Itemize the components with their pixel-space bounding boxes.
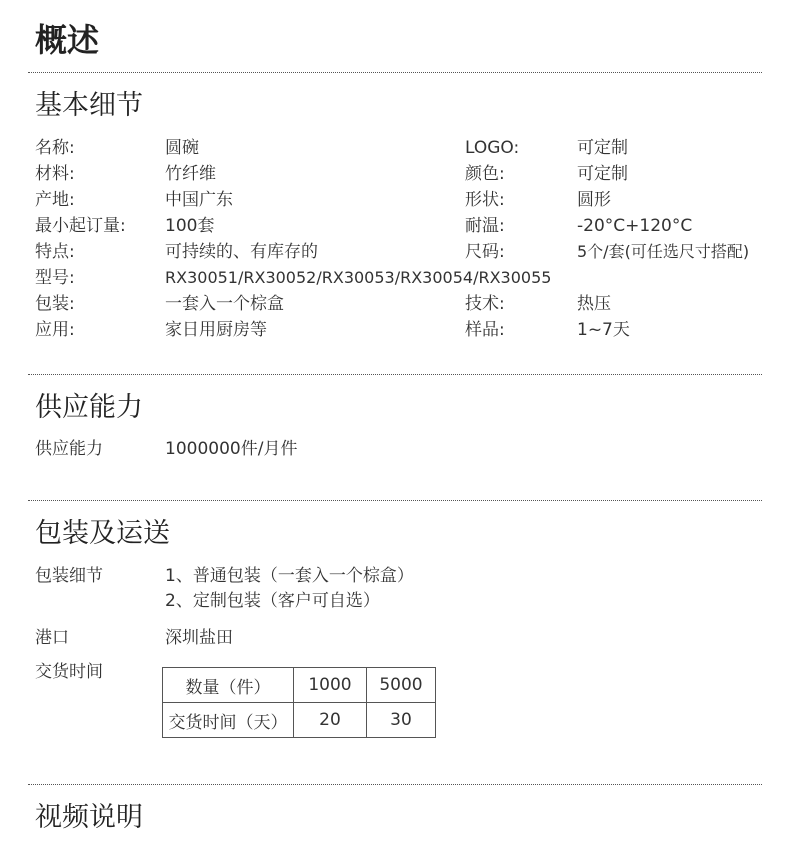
- detail-value: 竹纤维: [165, 164, 216, 184]
- detail-value: 1~7天: [577, 320, 630, 340]
- table-cell: 20: [294, 703, 367, 738]
- detail-value: 一套入一个棕盒: [165, 294, 284, 314]
- port-label: 港口: [35, 628, 69, 648]
- basic-details-title: 基本细节: [35, 90, 143, 121]
- packaging-detail-label: 包装细节: [35, 566, 103, 586]
- table-cell: 30: [367, 703, 436, 738]
- detail-value: RX30051/RX30052/RX30053/RX30054/RX30055: [165, 268, 552, 287]
- detail-value: 可定制: [577, 164, 628, 184]
- divider: [28, 72, 762, 73]
- supply-label: 供应能力: [35, 439, 103, 459]
- detail-label: 材料:: [35, 164, 75, 184]
- detail-value: 热压: [577, 294, 611, 314]
- detail-value: -20°C+120°C: [577, 216, 693, 236]
- divider: [28, 500, 762, 501]
- detail-label: 应用:: [35, 320, 75, 340]
- detail-label: 耐温:: [465, 216, 505, 236]
- packaging-detail-line: 1、普通包装（一套入一个棕盒）: [165, 566, 414, 586]
- divider: [28, 784, 762, 785]
- detail-label: 最小起订量:: [35, 216, 126, 236]
- video-title: 视频说明: [35, 802, 143, 833]
- supply-title: 供应能力: [35, 392, 143, 423]
- detail-label: 技术:: [465, 294, 505, 314]
- supply-value: 1000000件/月件: [165, 439, 298, 459]
- detail-value: 圆形: [577, 190, 611, 210]
- table-cell: 数量（件）: [163, 668, 294, 703]
- detail-label: 形状:: [465, 190, 505, 210]
- table-cell: 1000: [294, 668, 367, 703]
- detail-label: 型号:: [35, 268, 75, 288]
- port-value: 深圳盐田: [165, 628, 233, 648]
- detail-label: 包装:: [35, 294, 75, 314]
- table-row: [163, 703, 436, 738]
- table-cell: 5000: [367, 668, 436, 703]
- packaging-detail-line: 2、定制包装（客户可自选）: [165, 591, 380, 611]
- detail-value: 中国广东: [165, 190, 233, 210]
- detail-label: 颜色:: [465, 164, 505, 184]
- delivery-table: [162, 667, 436, 738]
- detail-value: 圆碗: [165, 138, 199, 158]
- detail-label: LOGO:: [465, 138, 520, 158]
- table-row: [163, 668, 436, 703]
- detail-value: 可定制: [577, 138, 628, 158]
- detail-value: 可持续的、有库存的: [165, 242, 318, 262]
- detail-label: 特点:: [35, 242, 75, 262]
- delivery-label: 交货时间: [35, 662, 103, 682]
- packaging-title: 包装及运送: [35, 518, 170, 549]
- detail-label: 产地:: [35, 190, 75, 210]
- detail-value: 100套: [165, 216, 215, 236]
- divider: [28, 374, 762, 375]
- overview-title: 概述: [35, 21, 100, 59]
- detail-value: 5个/套(可任选尺寸搭配): [577, 242, 750, 261]
- table-cell: 交货时间（天）: [163, 703, 294, 738]
- detail-label: 样品:: [465, 320, 505, 340]
- detail-label: 尺码:: [465, 242, 505, 262]
- detail-label: 名称:: [35, 138, 75, 158]
- detail-value: 家日用厨房等: [165, 320, 267, 340]
